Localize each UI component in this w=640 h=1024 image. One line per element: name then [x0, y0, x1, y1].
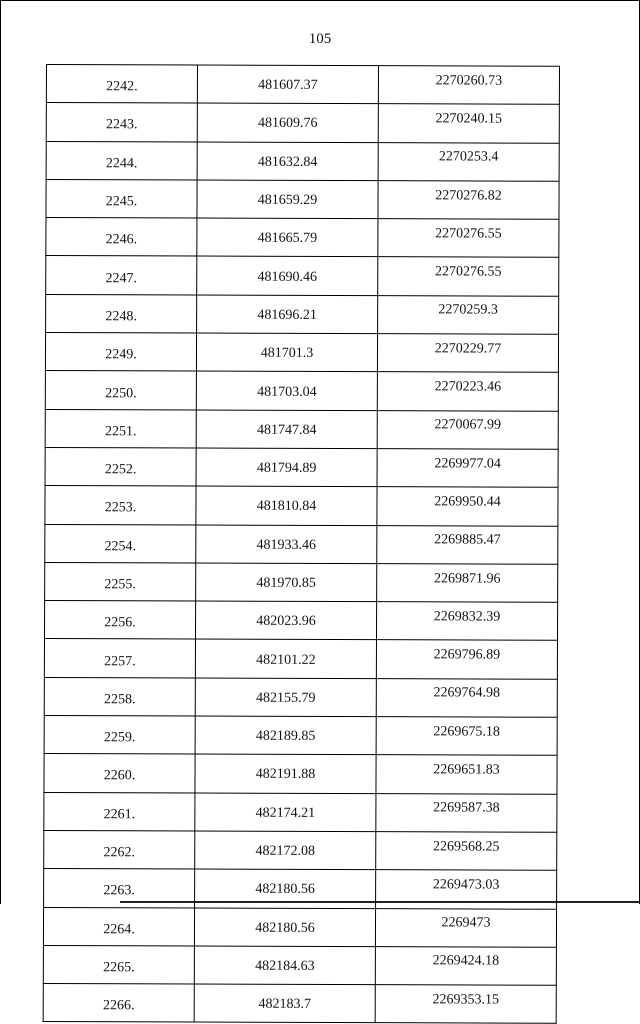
- table-row: [43, 945, 556, 985]
- coordinate-table-body: [43, 65, 559, 1024]
- point-number-cell: 2260.: [44, 754, 195, 793]
- table-row: [45, 409, 558, 449]
- table-row: [45, 447, 558, 487]
- y-coordinate-cell: 2270260.73: [378, 66, 559, 105]
- table-row: [46, 65, 559, 105]
- y-coordinate-cell: 2270223.46: [377, 372, 558, 411]
- y-coordinate-cell: 2270276.82: [378, 181, 559, 220]
- point-number-cell: 2250.: [45, 371, 196, 410]
- x-coordinate-cell: 481665.79: [197, 218, 378, 257]
- table-row: [44, 754, 557, 794]
- x-coordinate-cell: 481933.46: [196, 525, 377, 564]
- table-row: [45, 524, 558, 564]
- table-row: [46, 256, 559, 296]
- x-coordinate-cell: 481659.29: [197, 180, 378, 219]
- x-coordinate-cell: 481747.84: [196, 410, 377, 449]
- x-coordinate-cell: 482184.63: [194, 946, 375, 985]
- table-row: [44, 716, 557, 756]
- x-coordinate-cell: 482174.21: [195, 793, 376, 832]
- y-coordinate-cell: 2269796.89: [376, 640, 557, 679]
- table-row: [44, 677, 557, 717]
- x-coordinate-cell: 481609.76: [197, 103, 378, 142]
- table-row: [44, 639, 557, 679]
- table-row: [46, 103, 559, 143]
- x-coordinate-cell: 482189.85: [195, 716, 376, 755]
- point-number-cell: 2254.: [45, 524, 196, 563]
- x-coordinate-cell: 482180.56: [194, 908, 375, 947]
- y-coordinate-cell: 2270229.77: [377, 334, 558, 373]
- point-number-cell: 2261.: [44, 792, 195, 831]
- point-number-cell: 2266.: [43, 984, 194, 1023]
- y-coordinate-cell: 2270067.99: [377, 410, 558, 449]
- coordinate-table: [43, 64, 560, 1024]
- point-number-cell: 2243.: [46, 103, 197, 142]
- y-coordinate-cell: 2269832.39: [376, 602, 557, 641]
- table-row: [44, 869, 557, 909]
- point-number-cell: 2249.: [45, 333, 196, 372]
- point-number-cell: 2258.: [44, 677, 195, 716]
- x-coordinate-cell: 482155.79: [195, 678, 376, 717]
- y-coordinate-cell: 2269473: [375, 908, 556, 947]
- point-number-cell: 2252.: [45, 447, 196, 486]
- y-coordinate-cell: 2270259.3: [378, 295, 559, 334]
- y-coordinate-cell: 2269977.04: [377, 449, 558, 488]
- y-coordinate-cell: 2269675.18: [376, 717, 557, 756]
- point-number-cell: 2247.: [46, 256, 197, 295]
- table-row: [43, 907, 556, 947]
- x-coordinate-cell: 481970.85: [196, 563, 377, 602]
- point-number-cell: 2257.: [44, 639, 195, 678]
- x-coordinate-cell: 481607.37: [197, 65, 378, 104]
- x-coordinate-cell: 481701.3: [196, 333, 377, 372]
- table-row: [45, 333, 558, 373]
- point-number-cell: 2262.: [44, 830, 195, 869]
- x-coordinate-cell: 481690.46: [197, 257, 378, 296]
- x-coordinate-cell: 482101.22: [195, 639, 376, 678]
- table-row: [45, 562, 558, 602]
- page-number: 105: [308, 31, 332, 47]
- point-number-cell: 2265.: [43, 945, 194, 984]
- table-row: [45, 486, 558, 526]
- y-coordinate-cell: 2270253.4: [378, 142, 559, 181]
- table-row: [45, 371, 558, 411]
- y-coordinate-cell: 2270276.55: [378, 219, 559, 258]
- x-coordinate-cell: 482183.7: [194, 984, 375, 1023]
- x-coordinate-cell: 482023.96: [195, 601, 376, 640]
- y-coordinate-cell: 2269764.98: [376, 678, 557, 717]
- point-number-cell: 2255.: [45, 562, 196, 601]
- y-coordinate-cell: 2270240.15: [378, 104, 559, 143]
- y-coordinate-cell: 2269473.03: [376, 870, 557, 909]
- table-row: [46, 141, 559, 181]
- x-coordinate-cell: 481794.89: [196, 448, 377, 487]
- table-row: [46, 294, 559, 334]
- y-coordinate-cell: 2269950.44: [377, 487, 558, 526]
- y-coordinate-cell: 2269568.25: [376, 832, 557, 871]
- x-coordinate-cell: 481703.04: [196, 371, 377, 410]
- x-coordinate-cell: 482180.56: [195, 869, 376, 908]
- point-number-cell: 2251.: [45, 409, 196, 448]
- y-coordinate-cell: 2269587.38: [376, 793, 557, 832]
- x-coordinate-cell: 482172.08: [195, 831, 376, 870]
- point-number-cell: 2256.: [44, 601, 195, 640]
- x-coordinate-cell: 481810.84: [196, 486, 377, 525]
- table-row: [44, 601, 557, 641]
- y-coordinate-cell: 2269651.83: [376, 755, 557, 794]
- table-row: [44, 792, 557, 832]
- point-number-cell: 2248.: [46, 294, 197, 333]
- y-coordinate-cell: 2269871.96: [377, 564, 558, 603]
- y-coordinate-cell: 2269885.47: [377, 525, 558, 564]
- x-coordinate-cell: 482191.88: [195, 754, 376, 793]
- point-number-cell: 2253.: [45, 486, 196, 525]
- x-coordinate-cell: 481696.21: [197, 295, 378, 334]
- point-number-cell: 2246.: [46, 218, 197, 257]
- y-coordinate-cell: 2269353.15: [375, 985, 556, 1024]
- point-number-cell: 2245.: [46, 179, 197, 218]
- point-number-cell: 2259.: [44, 716, 195, 755]
- point-number-cell: 2263.: [44, 869, 195, 908]
- y-coordinate-cell: 2269424.18: [375, 946, 556, 985]
- x-coordinate-cell: 481632.84: [197, 142, 378, 181]
- point-number-cell: 2242.: [46, 65, 197, 104]
- point-number-cell: 2264.: [43, 907, 194, 946]
- point-number-cell: 2244.: [46, 141, 197, 180]
- table-row: [43, 984, 556, 1024]
- table-row: [46, 179, 559, 219]
- table-row: [46, 218, 559, 258]
- table-row: [44, 830, 557, 870]
- y-coordinate-cell: 2270276.55: [378, 257, 559, 296]
